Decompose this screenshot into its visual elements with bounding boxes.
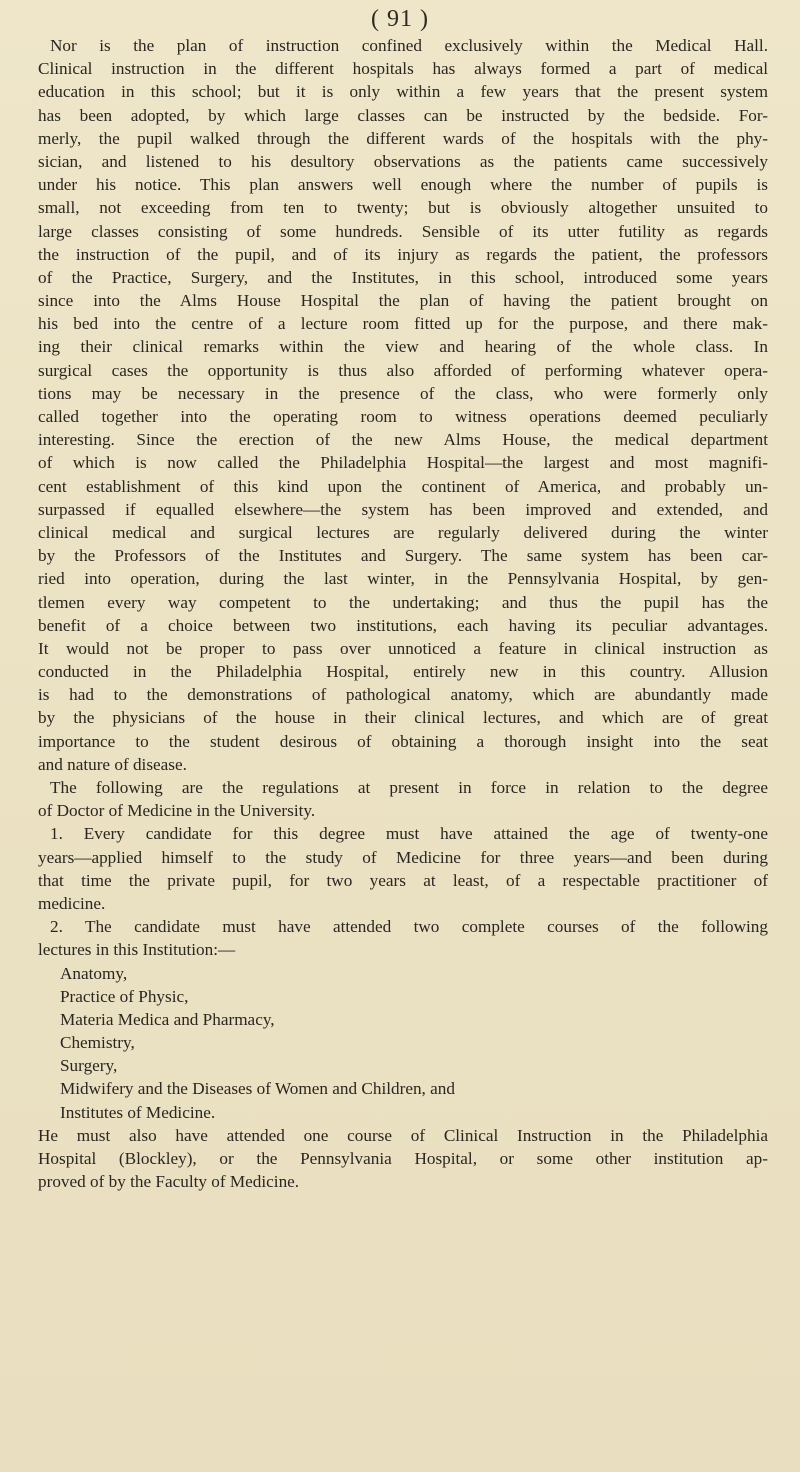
text-line: clinical medical and surgical lectures are regularly delivered during the winter <box>38 522 768 542</box>
text-line: tlemen every way competent to the undertaking; and thus the pupil has the <box>38 592 768 612</box>
text-line: The following are the regulations at present in force in relation to the degree <box>50 778 768 797</box>
course-item: Anatomy, <box>60 963 128 983</box>
text-line: cent establishment of this kind upon the continent of America, and probably un- <box>38 476 768 496</box>
text-line: surgical cases the opportunity is thus also afforded of performing whatever opera- <box>38 360 768 380</box>
text-line: It would not be proper to pass over unnoticed a feature in clinical instruction as <box>38 638 768 658</box>
text-line: by the Professors of the Institutes and Surgery. The same system has been car- <box>38 546 768 566</box>
text-line: benefit of a choice between two institutions, each having its peculiar advantages. <box>38 615 768 635</box>
regulation-item-2 <box>38 915 768 961</box>
text-line: called together into the operating room to witness operations deemed peculiarly <box>38 407 768 426</box>
text-line: He must also have attended one course of Clinical Instruction in the Philadelphia <box>38 1125 768 1145</box>
text-line: sician, and listened to his desultory observations as the patients came successively <box>38 151 768 171</box>
text-line: years—applied himself to the study of Medicine for three years—and been during <box>38 847 768 867</box>
text-line: education in this school; but it is only within a few years that the present system <box>38 82 768 102</box>
regulation-item-1 <box>38 822 768 915</box>
text-line: has been adopted, by which large classes can be instructed by the bedside. For- <box>38 105 768 125</box>
regulations-closing <box>38 1124 768 1194</box>
text-line: his bed into the centre of a lecture room fitted up for the purpose, and there mak- <box>38 314 768 334</box>
course-item: Midwifery and the Diseases of Women and Children, and <box>60 1079 455 1099</box>
text-line: of which is now called the Philadelphia Hospital—the largest and most magnifi- <box>38 453 768 473</box>
text-line: tions may be necessary in the presence of the class, who were formerly only <box>38 383 768 403</box>
text-line: Clinical instruction in the different hospitals has always formed a part of medical <box>38 59 768 79</box>
text-line: interesting. Since the erection of the new Alms House, the medical department <box>38 430 768 450</box>
course-item: Surgery, <box>60 1056 118 1076</box>
course-item: Chemistry, <box>60 1033 135 1053</box>
text-line: 2. The candidate must have attended two complete courses of the following <box>50 917 768 937</box>
course-item: Materia Medica and Pharmacy, <box>60 1009 275 1029</box>
text-line: merly, the pupil walked through the different wards of the hospitals with the phy- <box>38 128 768 148</box>
course-list <box>38 962 768 1124</box>
page-body <box>38 34 768 1193</box>
course-item: Practice of Physic, <box>60 986 189 1006</box>
text-line: small, not exceeding from ten to twenty; but is obviously altogether unsuited to <box>38 198 768 218</box>
text-line: the instruction of the pupil, and of its injury as regards the patient, the professors <box>38 244 768 264</box>
text-line: proved of by the Faculty of Medicine. <box>38 1172 300 1192</box>
page-number: ( 91 ) <box>371 6 429 32</box>
text-line: since into the Alms House Hospital the plan of having the patient brought on <box>38 291 768 311</box>
text-line: importance to the student desirous of obtaining a thorough insight into the seat <box>38 731 768 751</box>
text-line: under his notice. This plan answers well enough where the number of pupils is <box>38 175 768 195</box>
regulations-intro <box>38 776 768 822</box>
text-line: ried into operation, during the last winter, in the Pennsylvania Hospital, by gen- <box>38 569 768 589</box>
text-line: surpassed if equalled elsewhere—the system has been improved and extended, and <box>38 499 768 519</box>
text-line: large classes consisting of some hundreds. Sensible of its utter futility as regards <box>38 221 768 241</box>
course-item: Institutes of Medicine. <box>60 1102 216 1122</box>
text-line: of the Practice, Surgery, and the Institutes, in this school, introduced some years <box>38 267 768 287</box>
text-line: of Doctor of Medicine in the University. <box>38 801 316 821</box>
text-line: and nature of disease. <box>38 754 187 774</box>
text-line: Hospital (Blockley), or the Pennsylvania Hospital, or some other institution ap- <box>38 1149 768 1168</box>
text-line: is had to the demonstrations of pathological anatomy, which are abundantly made <box>38 685 768 705</box>
text-line: ing their clinical remarks within the view and hearing of the whole class. In <box>38 337 768 357</box>
text-line: 1. Every candidate for this degree must have attained the age of twenty-one <box>50 824 768 844</box>
text-line: conducted in the Philadelphia Hospital, entirely new in this country. Allusion <box>38 662 768 682</box>
paragraph-clinical-instruction <box>38 34 768 776</box>
text-line: by the physicians of the house in their clinical lectures, and which are of great <box>38 708 768 728</box>
text-line: that time the private pupil, for two years at least, of a respectable practitioner of <box>38 870 768 890</box>
text-line: medicine. <box>38 893 106 913</box>
text-line: Nor is the plan of instruction confined exclusively within the Medical Hall. <box>50 36 768 55</box>
text-line: lectures in this Institution:— <box>38 940 236 960</box>
